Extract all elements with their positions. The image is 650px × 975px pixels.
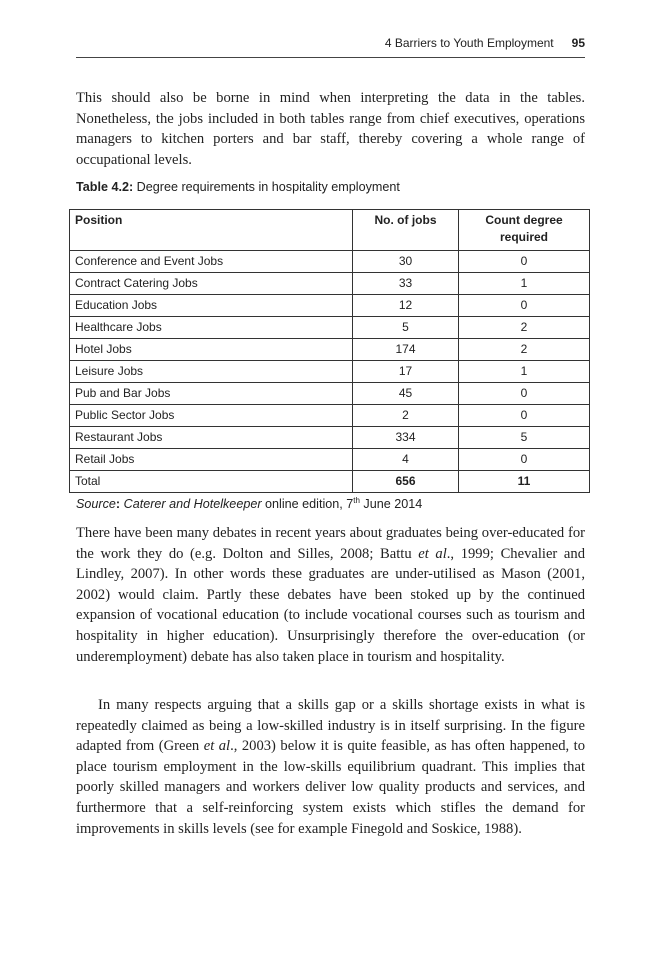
source-detail: online edition, 7 [261, 497, 354, 512]
degree-requirements-table [69, 209, 590, 493]
source-label: Source [76, 497, 116, 512]
intro-paragraph: This should also be borne in mind when interpreting the data in the tables. Nonetheless, the jobs included in both tables range from chief executives, operations managers to kitchen porters and bar staff, thereby covering a whole range of occupational levels. [76, 90, 585, 168]
cell-jobs: 33 [353, 273, 459, 295]
running-head [76, 36, 585, 50]
source-colon: : [115, 497, 121, 512]
table-source [76, 496, 585, 511]
column-header-degree: Count degree required [459, 210, 590, 251]
header-rule [76, 57, 585, 58]
chapter-title: 4 Barriers to Youth Employment [384, 36, 554, 50]
cell-total-label: Total [70, 471, 353, 493]
cell-jobs: 334 [353, 427, 459, 449]
paragraph-3-text-b: ., 2003) below it is quite feasible, as has often happened, to place tourism employment in the low-skills equilibrium quadrant. This implies that poorly skilled managers and workers deliver low quality products and services, and furthermore that a self-reinforcing system exists which stifles the demand for improvements in skills levels (see for example Finegold and Soskice, 1988). [76, 738, 585, 837]
paragraph-2-text-b: ., 1999; Chevalier and Lindley, 2007). In other words these graduates are under-utilised as Mason (2001, 2002) would claim. Partly these debates have been stoked up by the continued expansion of vocational education (to include vocational courses such as tourism and hospitality in higher education). Unsurprisingly therefore the over-education (or underemployment) debate has also taken place in tourism and hospitality. [76, 545, 585, 665]
cell-degree: 0 [459, 295, 590, 317]
paragraph-2-et-al: et al [418, 545, 447, 562]
body-paragraph-3 [76, 695, 585, 839]
cell-degree: 1 [459, 273, 590, 295]
table-row [70, 449, 590, 471]
source-publication: Caterer and Hotelkeeper [123, 497, 262, 512]
table-caption [76, 180, 585, 194]
paragraph-2-text-a: There have been many debates in recent years about graduates being over-educated for the work they do (e.g. Dolton and Silles, 2008; Battu [76, 525, 585, 562]
cell-degree: 0 [459, 405, 590, 427]
cell-position: Healthcare Jobs [70, 317, 353, 339]
cell-degree: 2 [459, 317, 590, 339]
cell-total-degree: 11 [459, 471, 590, 493]
table-row [70, 295, 590, 317]
cell-degree: 0 [459, 449, 590, 471]
cell-position: Public Sector Jobs [70, 405, 353, 427]
cell-degree: 2 [459, 339, 590, 361]
cell-degree: 1 [459, 361, 590, 383]
cell-jobs: 30 [353, 251, 459, 273]
cell-degree: 5 [459, 427, 590, 449]
cell-position: Restaurant Jobs [70, 427, 353, 449]
table-header-row [70, 210, 590, 251]
paragraph-3-text-a: In many respects arguing that a skills gap or a skills shortage exists in what is repeatedly claimed as being a low-skilled industry is in itself surprising. In the figure adapted from (Green [76, 697, 585, 755]
table-row [70, 361, 590, 383]
table-total-row [70, 471, 590, 493]
source-date: June 2014 [359, 497, 423, 512]
table-row [70, 273, 590, 295]
cell-jobs: 45 [353, 383, 459, 405]
cell-position: Pub and Bar Jobs [70, 383, 353, 405]
cell-position: Retail Jobs [70, 449, 353, 471]
table-row [70, 339, 590, 361]
cell-position: Hotel Jobs [70, 339, 353, 361]
table-row [70, 251, 590, 273]
cell-jobs: 2 [353, 405, 459, 427]
cell-total-jobs: 656 [353, 471, 459, 493]
table-title: Degree requirements in hospitality employment [136, 180, 400, 194]
paragraph-3-et-al: et al [203, 738, 231, 755]
column-header-position: Position [70, 210, 353, 251]
cell-jobs: 4 [353, 449, 459, 471]
table-row [70, 427, 590, 449]
source-date-suffix: th [353, 496, 360, 505]
cell-jobs: 17 [353, 361, 459, 383]
table-label: Table 4.2: [76, 180, 134, 194]
cell-jobs: 5 [353, 317, 459, 339]
table-row [70, 383, 590, 405]
page-number: 95 [571, 36, 585, 50]
cell-position: Contract Catering Jobs [70, 273, 353, 295]
cell-degree: 0 [459, 383, 590, 405]
table-row [70, 405, 590, 427]
cell-position: Education Jobs [70, 295, 353, 317]
cell-position: Leisure Jobs [70, 361, 353, 383]
cell-jobs: 174 [353, 339, 459, 361]
cell-degree: 0 [459, 251, 590, 273]
column-header-jobs: No. of jobs [353, 210, 459, 251]
body-paragraph-2 [76, 523, 585, 667]
cell-position: Conference and Event Jobs [70, 251, 353, 273]
cell-jobs: 12 [353, 295, 459, 317]
table-row [70, 317, 590, 339]
